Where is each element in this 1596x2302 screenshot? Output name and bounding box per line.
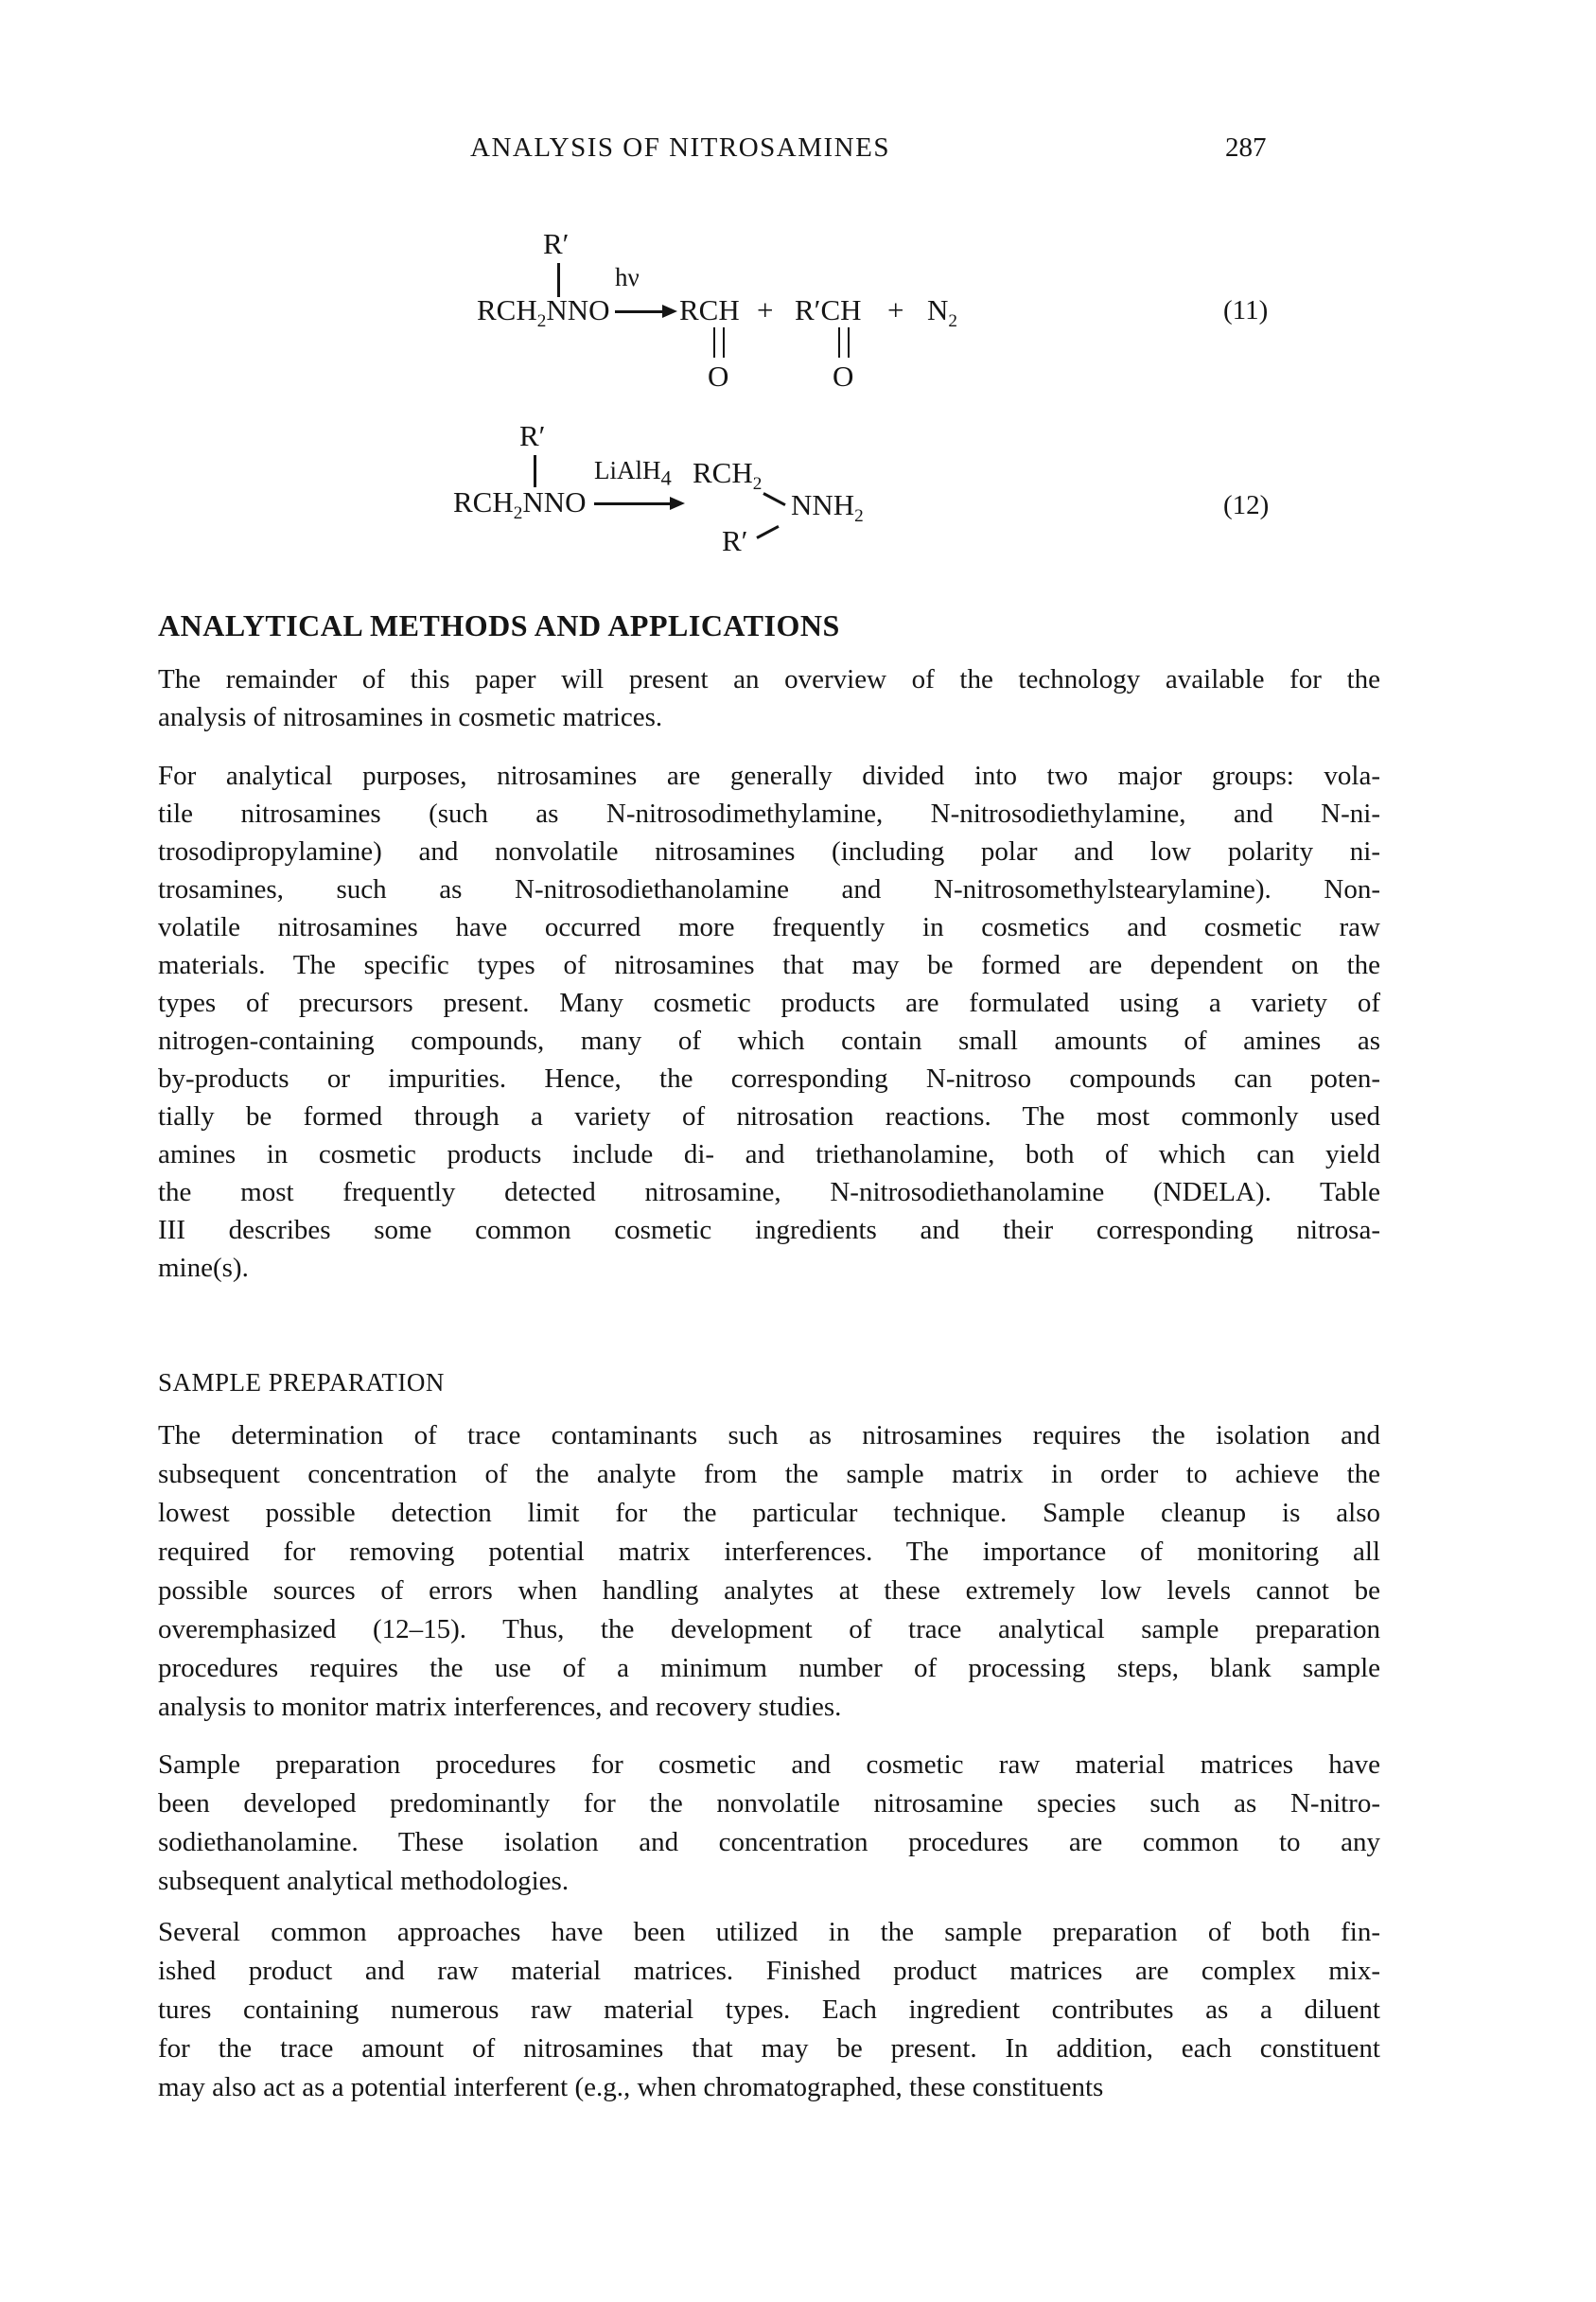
- eq11-reactant-rest: NNO: [546, 293, 610, 326]
- text-line: types of precursors present. Many cosmetic products are formulated using a variety of: [158, 988, 1380, 1018]
- eq11-reactant-formula: [477, 293, 610, 332]
- text-line: been developed predominantly for the nonvolatile nitrosamine species such as N-nitro-: [158, 1788, 1380, 1819]
- eq12-product-arm-top: [693, 456, 762, 495]
- eq12-reagent-base: LiAlH: [594, 456, 661, 484]
- eq12-arrow-head: [670, 497, 685, 510]
- running-head: ANALYSIS OF NITROSAMINES: [470, 132, 890, 163]
- paragraph-groups: [158, 757, 1380, 1287]
- paragraph-intro: [158, 660, 1380, 736]
- text-line: sodiethanolamine. These isolation and concentration procedures are common to any: [158, 1827, 1380, 1857]
- text-line: nitrogen-containing compounds, many of which contain small amounts of amines as: [158, 1026, 1380, 1056]
- page-number: 287: [1225, 132, 1267, 163]
- paragraph-sample-prep-3: [158, 1913, 1380, 2107]
- eq12-arrow-line: [594, 502, 672, 505]
- text-line: overemphasized (12–15). Thus, the development of trace analytical sample preparation: [158, 1614, 1380, 1644]
- eq11-plus-2: +: [887, 293, 904, 326]
- eq12-bond-bottom-diagonal: [756, 525, 779, 539]
- text-line: amines in cosmetic products include di- and triethanolamine, both of which can yield: [158, 1139, 1380, 1169]
- eq11-product3-base: N: [927, 293, 949, 326]
- text-line: The remainder of this paper will present an overview of the technology available for the: [158, 664, 1380, 694]
- eq11-arrow-line: [615, 310, 664, 313]
- eq11-reactant-subscript: 2: [536, 311, 547, 332]
- heading-sample-preparation: SAMPLE PREPARATION: [158, 1368, 445, 1397]
- text-line: materials. The specific types of nitrosamines that may be formed are dependent on the: [158, 950, 1380, 980]
- text-line: trosodipropylamine) and nonvolatile nitrosamines (including polar and low polarity ni-: [158, 836, 1380, 867]
- eq12-reactant-rest: NNO: [522, 485, 587, 518]
- eq11-reactant-base: RCH: [477, 293, 537, 326]
- eq11-oxygen-2: O: [833, 360, 854, 393]
- text-line: mine(s).: [158, 1253, 249, 1283]
- eq11-double-bond-2: [838, 327, 850, 358]
- heading-analytical-methods: ANALYTICAL METHODS AND APPLICATIONS: [158, 608, 840, 642]
- eq12-arm-top-base: RCH: [693, 456, 753, 489]
- text-line: analysis to monitor matrix interferences, and recovery studies.: [158, 1692, 842, 1722]
- text-line: required for removing potential matrix interferences. The importance of monitoring all: [158, 1537, 1380, 1567]
- text-line: may also act as a potential interferent (e.g., when chromatographed, these constituents: [158, 2072, 1104, 2102]
- eq12-reagent-label: [594, 456, 672, 490]
- text-line: by-products or impurities. Hence, the corresponding N-nitroso compounds can poten-: [158, 1063, 1380, 1094]
- eq12-number: (12): [1223, 490, 1270, 520]
- text-line: the most frequently detected nitrosamine, N-nitrosodiethanolamine (NDELA). Table: [158, 1177, 1380, 1207]
- text-line: trosamines, such as N-nitrosodiethanolamine and N-nitrosomethylstearylamine). Non-: [158, 874, 1380, 905]
- eq11-number: (11): [1223, 295, 1269, 325]
- eq11-product3: [927, 293, 957, 332]
- eq12-product-core: [791, 488, 864, 527]
- eq12-reactant-formula: [453, 485, 587, 524]
- paragraph-sample-prep-1: [158, 1416, 1380, 1727]
- text-line: lowest possible detection limit for the particular technique. Sample cleanup is also: [158, 1498, 1380, 1528]
- eq11-vertical-bond: [557, 263, 560, 297]
- text-line: Several common approaches have been utilized in the sample preparation of both fin-: [158, 1917, 1380, 1947]
- eq12-reagent-subscript: 4: [660, 466, 672, 490]
- text-line: For analytical purposes, nitrosamines are generally divided into two major groups: vola-: [158, 761, 1380, 791]
- eq12-reactant-base: RCH: [453, 485, 514, 518]
- eq12-product-arm-bottom: R′: [722, 524, 748, 557]
- eq11-arrow-label-hv: hν: [615, 263, 640, 291]
- eq11-oxygen-1: O: [708, 360, 729, 393]
- text-line: possible sources of errors when handling analytes at these extremely low levels cannot be: [158, 1575, 1380, 1606]
- eq11-product2: R′CH: [795, 293, 862, 326]
- eq12-core-base: NNH: [791, 488, 855, 521]
- eq12-vertical-bond: [534, 455, 536, 487]
- text-line: ished product and raw material matrices. Finished product matrices are complex mix-: [158, 1956, 1380, 1986]
- text-line: tile nitrosamines (such as N-nitrosodimethylamine, N-nitrosodiethylamine, and N-ni-: [158, 799, 1380, 829]
- eq11-substituent-r-prime: R′: [543, 227, 570, 260]
- eq12-substituent-r-prime: R′: [519, 419, 546, 452]
- eq12-arm-top-subscript: 2: [752, 474, 763, 495]
- eq12-core-subscript: 2: [854, 506, 864, 527]
- eq11-plus-1: +: [757, 293, 774, 326]
- text-line: III describes some common cosmetic ingredients and their corresponding nitrosa-: [158, 1215, 1380, 1245]
- text-line: tially be formed through a variety of nitrosation reactions. The most commonly used: [158, 1101, 1380, 1132]
- text-line: subsequent analytical methodologies.: [158, 1866, 570, 1896]
- text-line: tures containing numerous raw material types. Each ingredient contributes as a diluent: [158, 1994, 1380, 2025]
- text-line: Sample preparation procedures for cosmetic and cosmetic raw material matrices have: [158, 1749, 1380, 1780]
- text-line: for the trace amount of nitrosamines that may be present. In addition, each constituent: [158, 2033, 1380, 2064]
- text-line: subsequent concentration of the analyte from the sample matrix in order to achieve the: [158, 1459, 1380, 1489]
- text-line: procedures requires the use of a minimum number of processing steps, blank sample: [158, 1653, 1380, 1683]
- eq11-product1: RCH: [679, 293, 740, 326]
- eq11-double-bond-1: [713, 327, 725, 358]
- text-line: The determination of trace contaminants such as nitrosamines requires the isolation and: [158, 1420, 1380, 1450]
- eq12-reactant-subscript: 2: [513, 503, 523, 524]
- text-line: volatile nitrosamines have occurred more frequently in cosmetics and cosmetic raw: [158, 912, 1380, 942]
- eq11-product3-subscript: 2: [948, 311, 957, 332]
- text-line: analysis of nitrosamines in cosmetic matrices.: [158, 702, 663, 732]
- eq12-bond-top-diagonal: [763, 492, 785, 506]
- eq11-arrow-head: [662, 305, 677, 318]
- paragraph-sample-prep-2: [158, 1746, 1380, 1901]
